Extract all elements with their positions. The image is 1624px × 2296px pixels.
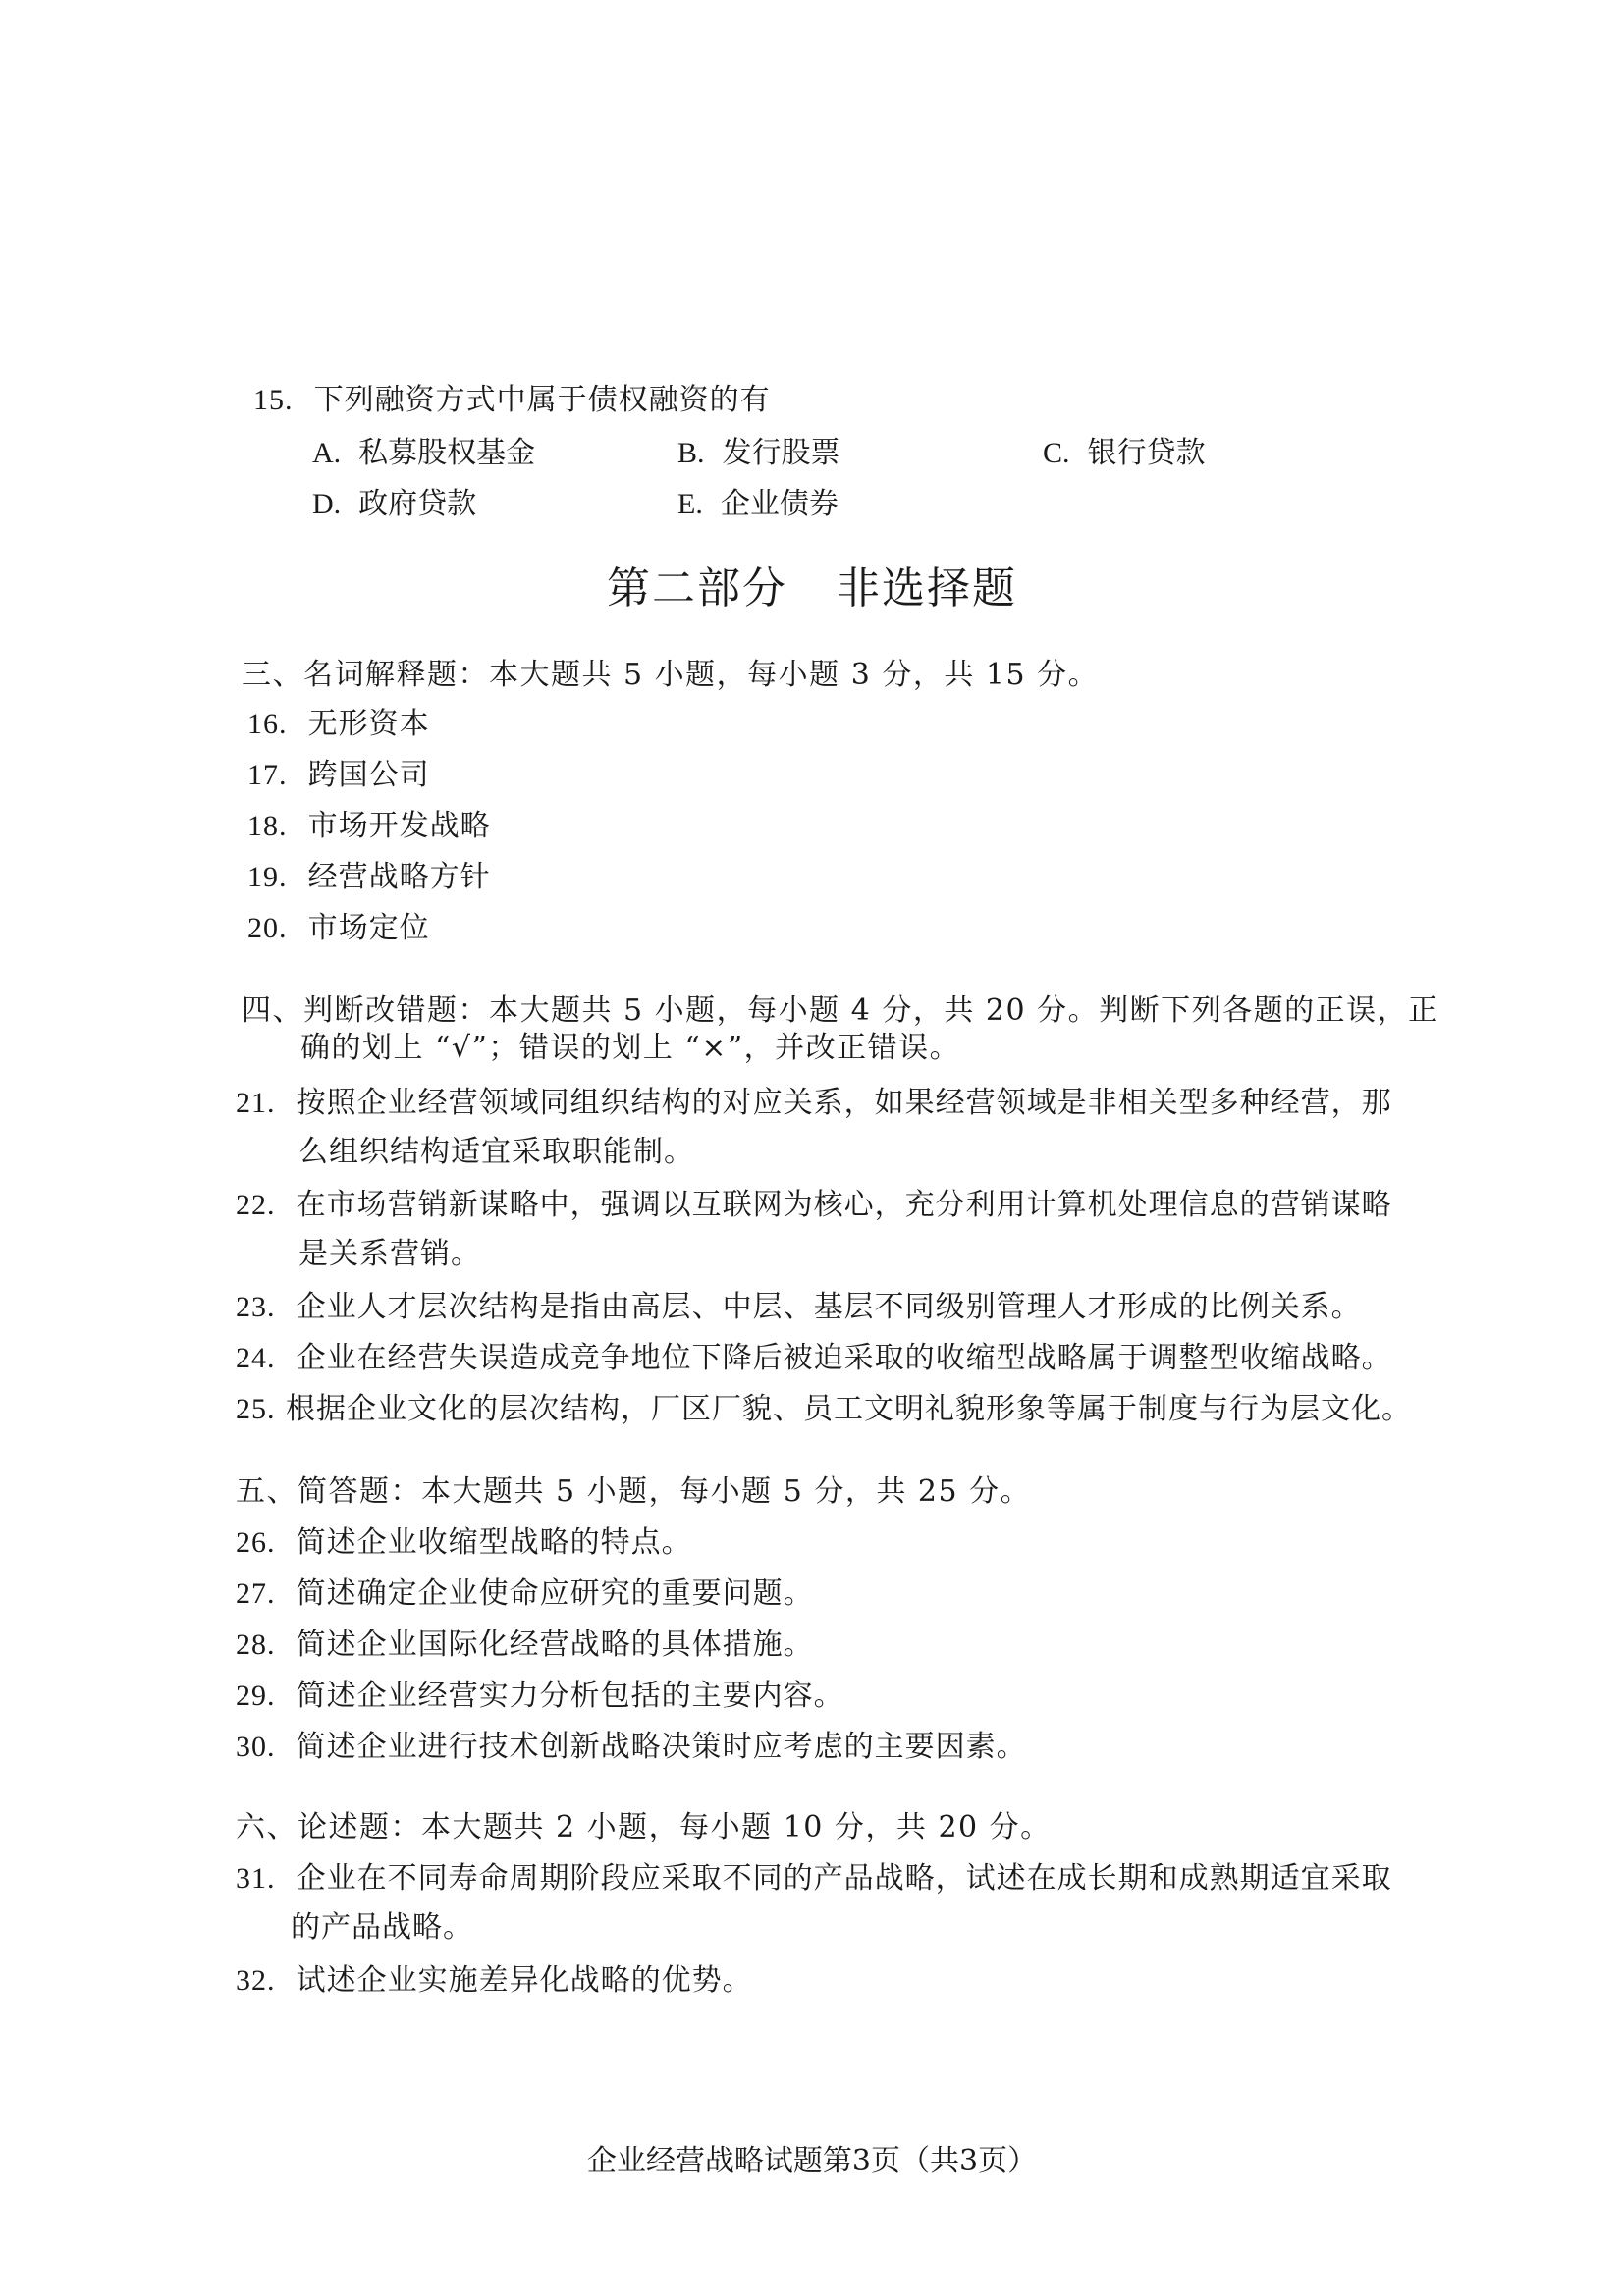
question-text: 跨国公司	[307, 758, 430, 792]
section-4-heading-line2: 确的划上 “√”；错误的划上 “×”，并改正错误。	[300, 1031, 961, 1065]
question-number: 19.	[247, 861, 288, 893]
option-c	[1043, 434, 1206, 473]
option-b	[677, 434, 840, 473]
question-31	[236, 1859, 1392, 1898]
question-text: 在市场营销新谋略中，强调以互联网为核心，充分利用计算机处理信息的营销谋略	[296, 1188, 1392, 1222]
question-31-cont: 的产品战略。	[291, 1910, 473, 1945]
question-number: 31.	[236, 1862, 276, 1895]
option-text: 银行贷款	[1087, 436, 1206, 470]
question-19	[247, 858, 491, 897]
question-20	[247, 909, 430, 948]
question-number: 18.	[247, 810, 288, 842]
question-text: 根据企业文化的层次结构，厂区厂貌、员工文明礼貌形象等属于制度与行为层文化。	[286, 1392, 1413, 1426]
question-text: 企业人才层次结构是指由高层、中层、基层不同级别管理人才形成的比例关系。	[296, 1290, 1362, 1324]
question-text: 企业在不同寿命周期阶段应采取不同的产品战略，试述在成长期和成熟期适宜采取	[296, 1861, 1392, 1896]
question-text: 市场开发战略	[307, 809, 491, 843]
question-27	[236, 1575, 814, 1614]
question-text: 无形资本	[307, 707, 430, 741]
question-23	[236, 1288, 1362, 1327]
option-letter: E.	[677, 488, 703, 520]
question-28	[236, 1626, 814, 1665]
option-a	[312, 434, 535, 473]
question-number: 16.	[247, 708, 288, 740]
question-number: 28.	[236, 1629, 276, 1661]
question-text: 简述企业经营实力分析包括的主要内容。	[296, 1679, 844, 1713]
question-21	[236, 1084, 1392, 1123]
part-title-right: 非选择题	[837, 563, 1017, 614]
option-letter: A.	[312, 437, 342, 469]
question-25	[236, 1390, 1412, 1429]
question-26	[236, 1523, 692, 1563]
question-number: 27.	[236, 1577, 276, 1610]
question-number: 21.	[236, 1087, 276, 1119]
option-d	[312, 485, 476, 524]
question-number: 22.	[236, 1189, 276, 1221]
question-number: 26.	[236, 1526, 276, 1559]
section-6-heading: 六、论述题：本大题共 2 小题，每小题 10 分，共 20 分。	[236, 1810, 1052, 1844]
question-number: 30.	[236, 1731, 276, 1763]
question-number: 32.	[236, 1964, 276, 1997]
question-22-cont: 是关系营销。	[298, 1237, 481, 1271]
part-title	[0, 561, 1624, 616]
option-letter: B.	[677, 437, 705, 469]
question-18	[247, 807, 491, 846]
question-32	[236, 1961, 753, 2001]
question-text: 下列融资方式中属于债权融资的有	[313, 383, 771, 417]
option-text: 政府贷款	[358, 487, 477, 521]
section-4-heading-line1: 四、判断改错题：本大题共 5 小题，每小题 4 分，共 20 分。判断下列各题的正误，正	[242, 993, 1439, 1028]
question-number: 25.	[236, 1393, 276, 1425]
option-letter: D.	[312, 488, 342, 520]
question-text: 简述确定企业使命应研究的重要问题。	[296, 1576, 814, 1611]
question-22	[236, 1186, 1392, 1225]
question-text: 市场定位	[307, 911, 430, 945]
question-text: 简述企业国际化经营战略的具体措施。	[296, 1628, 814, 1662]
question-16	[247, 705, 430, 744]
option-text: 企业债券	[720, 487, 839, 521]
question-text: 经营战略方针	[307, 860, 491, 894]
question-text: 简述企业收缩型战略的特点。	[296, 1525, 692, 1560]
question-text: 企业在经营失误造成竞争地位下降后被迫采取的收缩型战略属于调整型收缩战略。	[296, 1341, 1392, 1375]
question-number: 17.	[247, 759, 288, 791]
question-30	[236, 1728, 1027, 1767]
question-number: 20.	[247, 912, 288, 944]
question-text: 简述企业进行技术创新战略决策时应考虑的主要因素。	[296, 1730, 1027, 1764]
question-number: 23.	[236, 1291, 276, 1323]
question-number: 29.	[236, 1680, 276, 1712]
option-letter: C.	[1043, 437, 1070, 469]
section-5-heading: 五、简答题：本大题共 5 小题，每小题 5 分，共 25 分。	[236, 1474, 1032, 1509]
question-24	[236, 1339, 1392, 1378]
part-title-left: 第二部分	[607, 563, 787, 614]
question-15-stem	[253, 381, 771, 420]
option-text: 私募股权基金	[358, 436, 536, 470]
question-21-cont: 么组织结构适宜采取职能制。	[298, 1135, 694, 1169]
page-footer: 企业经营战略试题第3页（共3页）	[586, 2144, 1038, 2178]
question-text: 试述企业实施差异化战略的优势。	[296, 1963, 753, 1998]
section-3-heading: 三、名词解释题：本大题共 5 小题，每小题 3 分，共 15 分。	[242, 658, 1100, 692]
option-text: 发行股票	[722, 436, 840, 470]
question-number: 24.	[236, 1342, 276, 1374]
question-29	[236, 1677, 844, 1716]
question-text: 按照企业经营领域同组织结构的对应关系，如果经营领域是非相关型多种经营，那	[296, 1086, 1392, 1120]
question-number: 15.	[253, 384, 294, 416]
question-17	[247, 756, 430, 795]
option-e	[677, 485, 839, 524]
